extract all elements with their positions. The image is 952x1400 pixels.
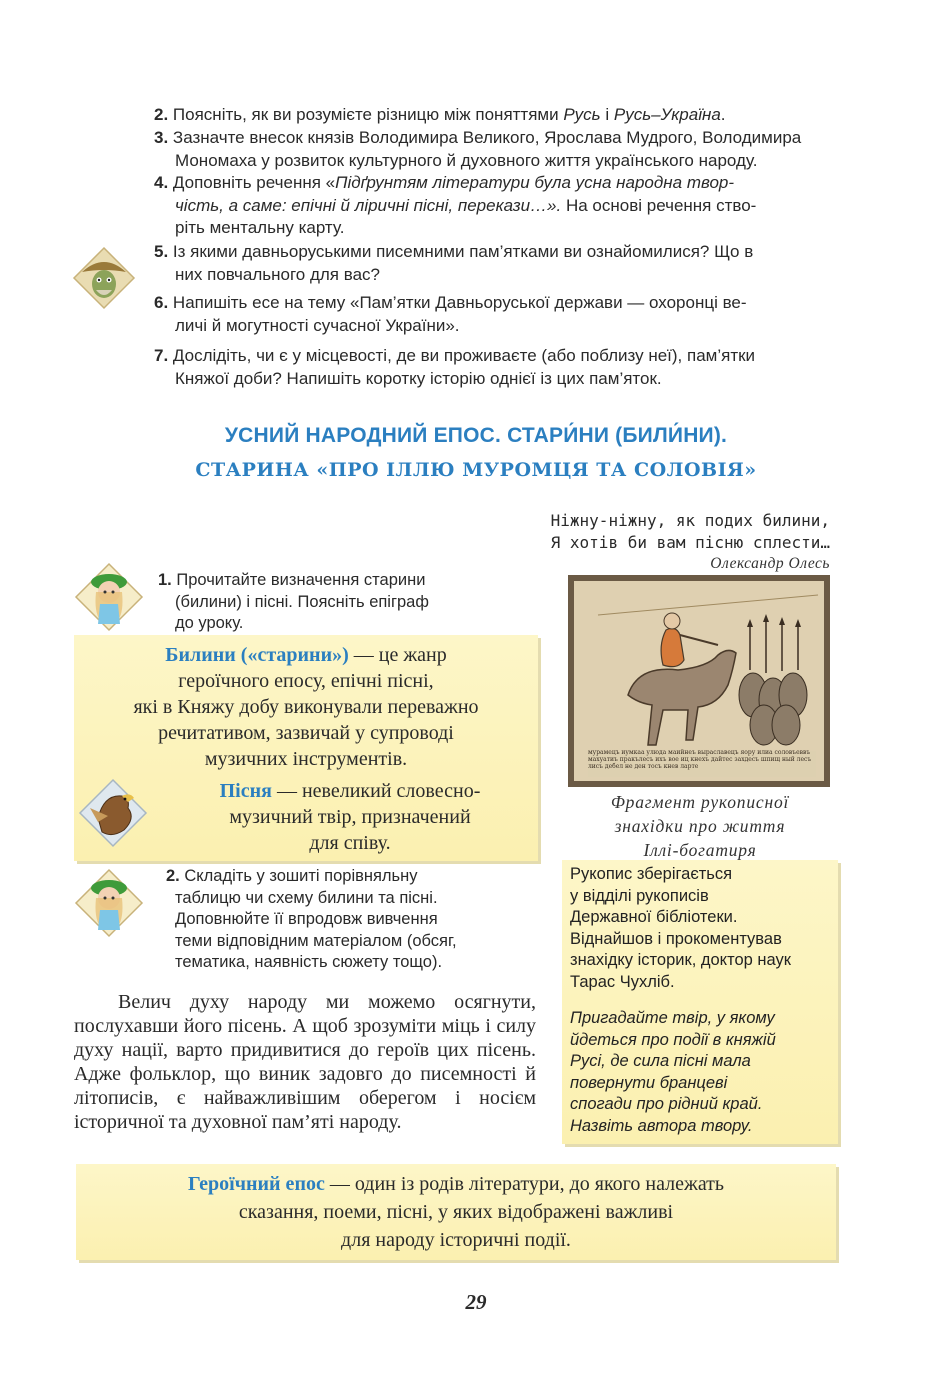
page-number: 29 [465,1290,487,1314]
side-note: Рукопис зберігається у відділі рукописів Державної бібліотеки. Віднайшов і прокоментував знахідку історик, доктор наук Тарас Чухліб. [570,865,791,991]
girl-wreath-icon [74,868,144,938]
eagle-icon [78,778,148,848]
body-paragraph: Велич духу народу ми можемо осягнути, послухавши його пісень. А щоб зрозуміти міць і силу духу нації, варто придивитися до героїв цих пісень. Адже фольклор, що виник задовго до писемності й літописів, є найважливішим оберегом і носієм історичної та духовної пам’яті народу. [74,991,536,1133]
question-7: 7. Дослідіть, чи є у місцевості, де ви проживаєте (або поблизу неї), пам’ятки Княжої доби? Напишіть коротку історію однієї із цих пам’яток. [154,346,756,388]
question-4: 4. Доповніть речення «Підґрунтям літератури була усна народна твор- чість, а саме: епічні й ліричні пісні, перекази…». На основі речення ство- ріть ментальну карту. [154,173,757,237]
epigraph-author: Олександр Олесь [710,555,830,572]
manuscript-image [568,575,830,787]
question-3: 3. Зазначте внесок князів Володимира Великого, Ярослава Мудрого, Володимира Мономаха у розвиток культурного й духовного життя українського народу. [154,128,802,170]
side-note-box [562,860,838,1144]
question-5: 5. Із якими давньоруськими писемними пам’ятками ви ознайомилися? Що в них повчального для вас? [154,242,754,284]
definition-byliny: Билини («старини») — це жанр героїчного епосу, епічні пісні, які в Княжу добу виконували переважно речитативом, зазвичай у супроводі музичних інструментів. [133,644,479,770]
question-6: 6. Напишіть есе на тему «Пам’ятки Давньоруської держави — охоронці ве- личі й могутності сучасної України». [154,293,747,335]
mushroom-character-icon [72,246,136,310]
task-1: 1. Прочитайте визначення старини (билини) і пісні. Поясніть епіграф до уроку. [158,571,429,632]
definition-epos: Героїчний епос — один із родів літератури, до якого належать сказання, поеми, пісні, у яких відображені важливі для народу історичні події. [187,1173,725,1251]
manuscript-text: мурамецъ иумкаа улюда маийнеъ выраславецъ яору илиа соловъеввъ махуатиъ пракълесъ ихъ вое иц кнехъ дайтес захдесъ шпищ ный лесъ лисъ дебел не ден тосъ кнев ларте [588,749,812,770]
definition-epos-box [76,1164,836,1260]
question-2: 2. Поясніть, як ви розумієте різницю між поняттями Русь і Русь–Україна. [154,105,726,124]
epigraph [551,510,830,554]
epigraph-line: Я хотів би вам пісню сплести… [550,533,830,552]
side-question: Пригадайте твір, у якому йдеться про події в княжій Русі, де сила пісні мала повернути бранцеві спогади про рідний край. Назвіть автора твору. [570,1009,776,1135]
section-title-line2: СТАРИНА «ПРО ІЛЛЮ МУРОМЦЯ ТА СОЛОВІЯ» [195,459,757,481]
epigraph-line: Ніжну-ніжну, як подих билини, [550,511,830,530]
image-caption: Фрагмент рукописної знахідки про життя Іллі-богатиря [610,792,790,860]
section-title-line1: УСНИЙ НАРОДНИЙ ЕПОС. СТАРИ́НИ (БИЛИ́НИ). [224,424,728,447]
definition-pisnia: Пісня — невеликий словесно- музичний твір, призначений для співу. [219,780,481,854]
girl-wreath-icon [74,562,144,632]
task-2: 2. Складіть у зошиті порівняльну таблицю чи схему билини та пісні. Доповнюйте її впродовж вивчення теми відповідним матеріалом (обсяг, тематика, наявність сюжету тощо). [166,867,457,971]
